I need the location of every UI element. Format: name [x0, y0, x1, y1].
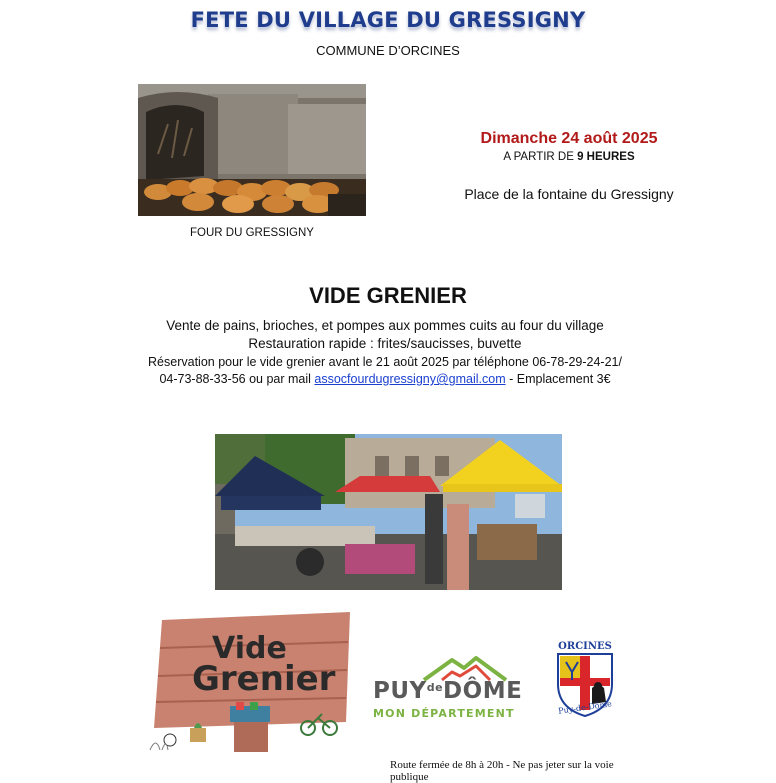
reservation-phone: 04-73-88-33-56 ou par mail	[159, 372, 315, 386]
event-date: Dimanche 24 août 2025	[480, 130, 658, 147]
description-line-2: Restauration rapide : frites/saucisses, buvette	[248, 336, 522, 351]
department-logo-tagline: MON DÉPARTEMENT	[373, 707, 515, 720]
oven-caption: FOUR DU GRESSIGNY	[190, 227, 314, 239]
crest-bottom-text: Puy-de-Dôme	[557, 699, 613, 716]
vide-grenier-heading: VIDE GRENIER	[309, 283, 467, 308]
email-link[interactable]: assocfourdugressigny@gmail.com	[314, 372, 506, 386]
event-place: Place de la fontaine du Gressigny	[464, 186, 674, 202]
reservation-line-2	[0, 372, 770, 386]
oven-photo	[138, 84, 366, 216]
sign-word-vide: Vide	[212, 631, 287, 666]
department-logo-name	[373, 678, 543, 704]
crest-top-text: ORCINES	[558, 641, 612, 652]
market-photo	[215, 434, 562, 590]
description-line-1: Vente de pains, brioches, et pompes aux pommes cuits au four du village	[166, 318, 604, 333]
sign-word-grenier: Grenier	[192, 659, 336, 699]
event-time-prefix: A PARTIR DE	[503, 151, 578, 163]
logo-name-puy: PUY	[373, 678, 427, 704]
emplacement-price: - Emplacement 3€	[505, 372, 611, 386]
logo-name-dome: DÔME	[443, 678, 523, 704]
logo-name-de: de	[426, 681, 444, 694]
reservation-line-1: Réservation pour le vide grenier avant le 21 août 2025 par téléphone 06-78-29-24-21/	[148, 355, 622, 369]
commune-subtitle: COMMUNE D’ORCINES	[316, 43, 460, 58]
event-time-value: 9 HEURES	[577, 151, 635, 163]
poster-title: FETE DU VILLAGE DU GRESSIGNY	[190, 8, 586, 32]
footer-note: Route fermée de 8h à 20h - Ne pas jeter sur la voie publique	[390, 759, 614, 783]
vide-grenier-sign	[150, 610, 355, 755]
event-time	[384, 151, 754, 163]
